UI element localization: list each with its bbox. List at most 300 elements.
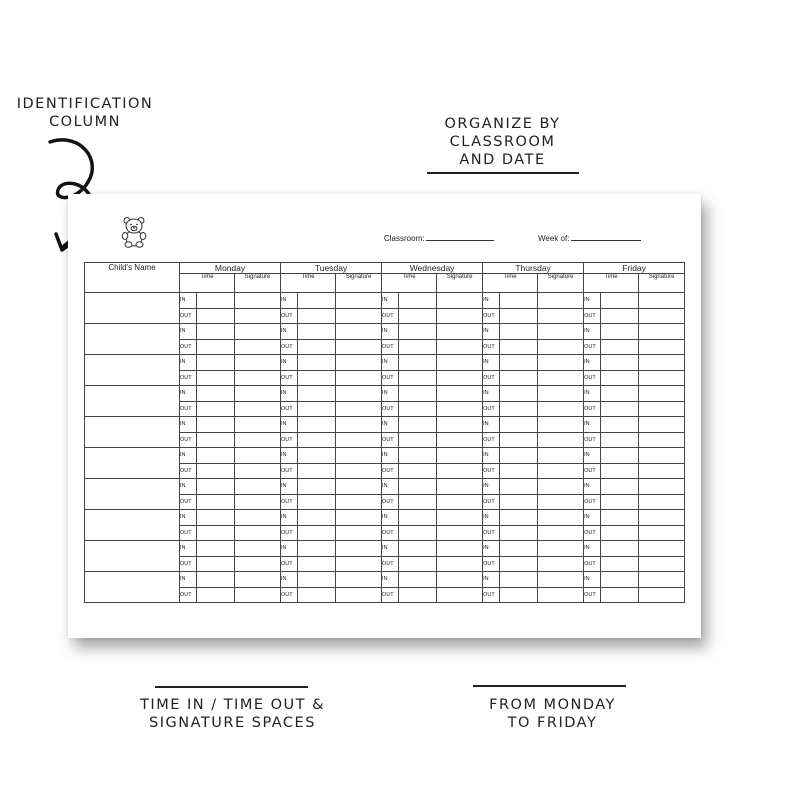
- out-label: OUT: [584, 463, 601, 479]
- child-name-cell[interactable]: [85, 448, 180, 479]
- callout-line: ORGANIZE BY: [444, 116, 561, 132]
- in-signature-cell[interactable]: [235, 355, 281, 371]
- in-signature-cell[interactable]: [437, 417, 483, 433]
- out-signature-cell[interactable]: [235, 432, 281, 448]
- out-label: OUT: [382, 308, 399, 324]
- in-time-cell[interactable]: [298, 479, 336, 495]
- in-time-cell[interactable]: [298, 417, 336, 433]
- out-time-cell[interactable]: [399, 587, 437, 603]
- out-signature-cell[interactable]: [639, 556, 685, 572]
- out-label: OUT: [584, 432, 601, 448]
- out-time-cell[interactable]: [601, 339, 639, 355]
- attendance-sheet: [68, 194, 701, 638]
- in-signature-cell[interactable]: [235, 386, 281, 402]
- in-signature-cell[interactable]: [639, 417, 685, 433]
- out-signature-cell[interactable]: [538, 432, 584, 448]
- out-time-cell[interactable]: [601, 556, 639, 572]
- out-time-cell[interactable]: [298, 463, 336, 479]
- out-signature-cell[interactable]: [235, 525, 281, 541]
- in-label: IN: [180, 448, 197, 464]
- out-time-cell[interactable]: [298, 339, 336, 355]
- out-time-cell[interactable]: [298, 370, 336, 386]
- out-label: OUT: [382, 370, 399, 386]
- out-signature-cell[interactable]: [639, 339, 685, 355]
- out-time-cell[interactable]: [399, 556, 437, 572]
- in-signature-cell[interactable]: [336, 572, 382, 588]
- out-signature-cell[interactable]: [235, 494, 281, 510]
- out-time-cell[interactable]: [601, 308, 639, 324]
- in-signature-cell[interactable]: [336, 293, 382, 309]
- out-time-cell[interactable]: [197, 556, 235, 572]
- in-signature-cell[interactable]: [538, 510, 584, 526]
- in-label: IN: [180, 293, 197, 309]
- in-signature-cell[interactable]: [437, 324, 483, 340]
- in-signature-cell[interactable]: [235, 324, 281, 340]
- in-time-cell[interactable]: [298, 572, 336, 588]
- in-signature-cell[interactable]: [639, 324, 685, 340]
- day-header-friday: Friday: [584, 263, 685, 274]
- in-signature-cell[interactable]: [437, 479, 483, 495]
- out-signature-cell[interactable]: [437, 463, 483, 479]
- out-signature-cell[interactable]: [639, 401, 685, 417]
- in-signature-cell[interactable]: [538, 479, 584, 495]
- out-label: OUT: [483, 432, 500, 448]
- in-label: IN: [180, 572, 197, 588]
- signature-header: Signature: [336, 274, 382, 293]
- in-time-cell[interactable]: [197, 417, 235, 433]
- out-label: OUT: [281, 370, 298, 386]
- in-label: IN: [382, 324, 399, 340]
- in-signature-cell[interactable]: [336, 448, 382, 464]
- in-time-cell[interactable]: [197, 293, 235, 309]
- out-time-cell[interactable]: [399, 401, 437, 417]
- out-time-cell[interactable]: [197, 463, 235, 479]
- child-name-cell[interactable]: [85, 510, 180, 541]
- out-signature-cell[interactable]: [336, 370, 382, 386]
- in-label: IN: [483, 417, 500, 433]
- out-label: OUT: [281, 432, 298, 448]
- callout-line: SIGNATURE SPACES: [149, 715, 316, 731]
- in-signature-cell[interactable]: [639, 355, 685, 371]
- in-signature-cell[interactable]: [639, 572, 685, 588]
- in-signature-cell[interactable]: [639, 510, 685, 526]
- child-name-cell[interactable]: [85, 572, 180, 603]
- in-signature-cell[interactable]: [639, 386, 685, 402]
- in-time-cell[interactable]: [500, 479, 538, 495]
- time-signature-callout: [120, 696, 345, 732]
- out-time-cell[interactable]: [601, 494, 639, 510]
- in-time-cell[interactable]: [601, 386, 639, 402]
- week-of-field[interactable]: [538, 232, 641, 243]
- out-signature-cell[interactable]: [437, 308, 483, 324]
- out-time-cell[interactable]: [298, 494, 336, 510]
- in-signature-cell[interactable]: [538, 417, 584, 433]
- in-time-cell[interactable]: [399, 541, 437, 557]
- out-signature-cell[interactable]: [235, 370, 281, 386]
- day-header-row: [85, 263, 685, 274]
- in-time-cell[interactable]: [298, 541, 336, 557]
- classroom-label: Classroom:: [384, 234, 425, 243]
- in-time-cell[interactable]: [197, 510, 235, 526]
- in-signature-cell[interactable]: [538, 293, 584, 309]
- in-signature-cell[interactable]: [235, 417, 281, 433]
- in-time-cell[interactable]: [399, 386, 437, 402]
- out-signature-cell[interactable]: [538, 556, 584, 572]
- out-time-cell[interactable]: [399, 432, 437, 448]
- in-label: IN: [281, 479, 298, 495]
- out-signature-cell[interactable]: [639, 308, 685, 324]
- out-label: OUT: [483, 463, 500, 479]
- in-signature-cell[interactable]: [538, 386, 584, 402]
- out-signature-cell[interactable]: [437, 432, 483, 448]
- day-header-tuesday: Tuesday: [281, 263, 382, 274]
- out-time-cell[interactable]: [197, 587, 235, 603]
- in-signature-cell[interactable]: [336, 386, 382, 402]
- in-time-cell[interactable]: [399, 324, 437, 340]
- time-header: Time: [281, 274, 336, 293]
- in-time-cell[interactable]: [197, 541, 235, 557]
- in-time-cell[interactable]: [197, 479, 235, 495]
- out-label: OUT: [584, 339, 601, 355]
- callout-line: FROM MONDAY: [489, 697, 616, 713]
- in-label: IN: [382, 572, 399, 588]
- in-label: IN: [281, 541, 298, 557]
- out-signature-cell[interactable]: [336, 339, 382, 355]
- identification-column-callout: [10, 95, 160, 131]
- in-label: IN: [180, 510, 197, 526]
- table-row: [85, 355, 685, 371]
- out-label: OUT: [382, 401, 399, 417]
- classroom-field[interactable]: [384, 232, 494, 243]
- out-signature-cell[interactable]: [437, 556, 483, 572]
- out-time-cell[interactable]: [298, 432, 336, 448]
- out-label: OUT: [382, 432, 399, 448]
- out-signature-cell[interactable]: [437, 370, 483, 386]
- out-time-cell[interactable]: [197, 525, 235, 541]
- in-time-cell[interactable]: [601, 417, 639, 433]
- out-label: OUT: [382, 525, 399, 541]
- out-time-cell[interactable]: [298, 587, 336, 603]
- out-signature-cell[interactable]: [639, 463, 685, 479]
- in-signature-cell[interactable]: [235, 448, 281, 464]
- in-time-cell[interactable]: [399, 572, 437, 588]
- out-label: OUT: [281, 339, 298, 355]
- out-label: OUT: [584, 401, 601, 417]
- in-signature-cell[interactable]: [538, 355, 584, 371]
- in-signature-cell[interactable]: [437, 572, 483, 588]
- in-time-cell[interactable]: [500, 541, 538, 557]
- out-signature-cell[interactable]: [538, 401, 584, 417]
- in-label: IN: [281, 355, 298, 371]
- out-label: OUT: [180, 556, 197, 572]
- table-row: [85, 386, 685, 402]
- in-signature-cell[interactable]: [639, 293, 685, 309]
- out-label: OUT: [180, 494, 197, 510]
- callout-line: AND DATE: [459, 152, 546, 168]
- out-signature-cell[interactable]: [235, 463, 281, 479]
- out-time-cell[interactable]: [298, 525, 336, 541]
- in-signature-cell[interactable]: [336, 479, 382, 495]
- out-time-cell[interactable]: [197, 432, 235, 448]
- in-signature-cell[interactable]: [437, 448, 483, 464]
- out-time-cell[interactable]: [601, 432, 639, 448]
- in-time-cell[interactable]: [298, 355, 336, 371]
- out-signature-cell[interactable]: [639, 370, 685, 386]
- out-time-cell[interactable]: [500, 463, 538, 479]
- out-signature-cell[interactable]: [639, 587, 685, 603]
- table-row: [85, 448, 685, 464]
- out-signature-cell[interactable]: [235, 401, 281, 417]
- in-time-cell[interactable]: [298, 293, 336, 309]
- in-label: IN: [584, 324, 601, 340]
- in-time-cell[interactable]: [399, 479, 437, 495]
- out-signature-cell[interactable]: [336, 525, 382, 541]
- out-signature-cell[interactable]: [538, 525, 584, 541]
- in-time-cell[interactable]: [601, 479, 639, 495]
- out-signature-cell[interactable]: [538, 308, 584, 324]
- out-time-cell[interactable]: [197, 370, 235, 386]
- in-signature-cell[interactable]: [639, 448, 685, 464]
- in-time-cell[interactable]: [500, 293, 538, 309]
- out-time-cell[interactable]: [197, 494, 235, 510]
- in-time-cell[interactable]: [197, 572, 235, 588]
- out-signature-cell[interactable]: [538, 587, 584, 603]
- child-name-cell[interactable]: [85, 324, 180, 355]
- out-time-cell[interactable]: [601, 587, 639, 603]
- out-time-cell[interactable]: [399, 339, 437, 355]
- out-time-cell[interactable]: [500, 401, 538, 417]
- out-signature-cell[interactable]: [336, 556, 382, 572]
- in-label: IN: [180, 479, 197, 495]
- in-signature-cell[interactable]: [538, 324, 584, 340]
- out-signature-cell[interactable]: [235, 587, 281, 603]
- out-signature-cell[interactable]: [437, 494, 483, 510]
- out-signature-cell[interactable]: [538, 370, 584, 386]
- out-time-cell[interactable]: [298, 556, 336, 572]
- in-signature-cell[interactable]: [336, 417, 382, 433]
- in-signature-cell[interactable]: [336, 541, 382, 557]
- in-signature-cell[interactable]: [538, 448, 584, 464]
- week-callout: [460, 696, 645, 732]
- out-signature-cell[interactable]: [437, 339, 483, 355]
- out-time-cell[interactable]: [601, 525, 639, 541]
- out-label: OUT: [584, 494, 601, 510]
- out-signature-cell[interactable]: [336, 494, 382, 510]
- out-time-cell[interactable]: [197, 401, 235, 417]
- in-signature-cell[interactable]: [437, 355, 483, 371]
- out-signature-cell[interactable]: [336, 463, 382, 479]
- out-label: OUT: [281, 308, 298, 324]
- in-label: IN: [382, 479, 399, 495]
- in-label: IN: [483, 293, 500, 309]
- organize-callout: [420, 115, 585, 169]
- out-signature-cell[interactable]: [336, 432, 382, 448]
- in-signature-cell[interactable]: [235, 572, 281, 588]
- out-time-cell[interactable]: [500, 370, 538, 386]
- in-time-cell[interactable]: [500, 417, 538, 433]
- in-label: IN: [382, 541, 399, 557]
- in-signature-cell[interactable]: [437, 293, 483, 309]
- in-label: IN: [382, 510, 399, 526]
- out-signature-cell[interactable]: [437, 401, 483, 417]
- childs-name-header: Child's Name: [85, 263, 180, 293]
- in-signature-cell[interactable]: [538, 541, 584, 557]
- out-signature-cell[interactable]: [437, 525, 483, 541]
- in-time-cell[interactable]: [399, 355, 437, 371]
- in-time-cell[interactable]: [500, 572, 538, 588]
- in-time-cell[interactable]: [399, 293, 437, 309]
- time-signature-overline: [155, 686, 308, 688]
- out-signature-cell[interactable]: [336, 401, 382, 417]
- out-signature-cell[interactable]: [538, 494, 584, 510]
- in-time-cell[interactable]: [298, 386, 336, 402]
- out-time-cell[interactable]: [399, 494, 437, 510]
- in-time-cell[interactable]: [197, 448, 235, 464]
- in-time-cell[interactable]: [500, 355, 538, 371]
- in-label: IN: [382, 448, 399, 464]
- signature-header: Signature: [437, 274, 483, 293]
- in-signature-cell[interactable]: [437, 541, 483, 557]
- out-signature-cell[interactable]: [336, 308, 382, 324]
- child-name-cell[interactable]: [85, 541, 180, 572]
- out-time-cell[interactable]: [500, 494, 538, 510]
- in-label: IN: [483, 510, 500, 526]
- out-time-cell[interactable]: [197, 339, 235, 355]
- out-label: OUT: [180, 308, 197, 324]
- in-time-cell[interactable]: [601, 324, 639, 340]
- in-label: IN: [483, 386, 500, 402]
- child-name-cell[interactable]: [85, 417, 180, 448]
- in-time-cell[interactable]: [601, 293, 639, 309]
- in-signature-cell[interactable]: [235, 293, 281, 309]
- in-time-cell[interactable]: [298, 510, 336, 526]
- in-label: IN: [584, 479, 601, 495]
- in-time-cell[interactable]: [601, 572, 639, 588]
- out-signature-cell[interactable]: [639, 494, 685, 510]
- out-signature-cell[interactable]: [538, 463, 584, 479]
- out-label: OUT: [180, 587, 197, 603]
- table-row: [85, 479, 685, 495]
- in-label: IN: [180, 541, 197, 557]
- in-signature-cell[interactable]: [235, 510, 281, 526]
- out-time-cell[interactable]: [601, 401, 639, 417]
- out-time-cell[interactable]: [500, 587, 538, 603]
- in-signature-cell[interactable]: [639, 541, 685, 557]
- out-label: OUT: [281, 494, 298, 510]
- in-time-cell[interactable]: [298, 448, 336, 464]
- week-of-blank[interactable]: [571, 232, 641, 241]
- in-time-cell[interactable]: [601, 541, 639, 557]
- in-time-cell[interactable]: [197, 355, 235, 371]
- child-name-cell[interactable]: [85, 293, 180, 324]
- in-time-cell[interactable]: [500, 448, 538, 464]
- in-label: IN: [584, 572, 601, 588]
- out-label: OUT: [584, 370, 601, 386]
- attendance-table: [84, 262, 685, 603]
- in-time-cell[interactable]: [298, 324, 336, 340]
- out-label: OUT: [180, 432, 197, 448]
- out-time-cell[interactable]: [500, 308, 538, 324]
- in-time-cell[interactable]: [399, 417, 437, 433]
- day-header-monday: Monday: [180, 263, 281, 274]
- in-label: IN: [281, 386, 298, 402]
- out-signature-cell[interactable]: [235, 308, 281, 324]
- out-time-cell[interactable]: [197, 308, 235, 324]
- in-signature-cell[interactable]: [639, 479, 685, 495]
- callout-line: CLASSROOM: [449, 134, 556, 150]
- out-signature-cell[interactable]: [336, 587, 382, 603]
- in-label: IN: [281, 448, 298, 464]
- out-signature-cell[interactable]: [538, 339, 584, 355]
- in-time-cell[interactable]: [500, 324, 538, 340]
- out-time-cell[interactable]: [500, 525, 538, 541]
- in-signature-cell[interactable]: [336, 324, 382, 340]
- child-name-cell[interactable]: [85, 479, 180, 510]
- signature-header: Signature: [235, 274, 281, 293]
- child-name-cell[interactable]: [85, 386, 180, 417]
- in-signature-cell[interactable]: [336, 355, 382, 371]
- in-label: IN: [180, 417, 197, 433]
- out-label: OUT: [483, 401, 500, 417]
- out-time-cell[interactable]: [298, 401, 336, 417]
- in-signature-cell[interactable]: [235, 541, 281, 557]
- in-time-cell[interactable]: [399, 448, 437, 464]
- in-signature-cell[interactable]: [235, 479, 281, 495]
- in-time-cell[interactable]: [500, 386, 538, 402]
- in-label: IN: [281, 510, 298, 526]
- out-signature-cell[interactable]: [437, 587, 483, 603]
- child-name-cell[interactable]: [85, 355, 180, 386]
- out-time-cell[interactable]: [399, 308, 437, 324]
- in-signature-cell[interactable]: [538, 572, 584, 588]
- callout-line: TO FRIDAY: [507, 715, 598, 731]
- out-time-cell[interactable]: [601, 370, 639, 386]
- out-time-cell[interactable]: [601, 463, 639, 479]
- callout-line: TIME IN / TIME OUT &: [140, 697, 325, 713]
- out-time-cell[interactable]: [500, 556, 538, 572]
- out-signature-cell[interactable]: [639, 432, 685, 448]
- out-time-cell[interactable]: [500, 339, 538, 355]
- out-label: OUT: [483, 525, 500, 541]
- out-time-cell[interactable]: [399, 525, 437, 541]
- out-signature-cell[interactable]: [639, 525, 685, 541]
- in-time-cell[interactable]: [399, 510, 437, 526]
- in-time-cell[interactable]: [601, 510, 639, 526]
- out-signature-cell[interactable]: [235, 556, 281, 572]
- in-time-cell[interactable]: [601, 448, 639, 464]
- out-time-cell[interactable]: [399, 463, 437, 479]
- out-label: OUT: [483, 370, 500, 386]
- in-time-cell[interactable]: [197, 324, 235, 340]
- in-time-cell[interactable]: [601, 355, 639, 371]
- in-signature-cell[interactable]: [336, 510, 382, 526]
- in-label: IN: [584, 417, 601, 433]
- in-time-cell[interactable]: [500, 510, 538, 526]
- in-label: IN: [281, 324, 298, 340]
- in-signature-cell[interactable]: [437, 510, 483, 526]
- in-label: IN: [180, 386, 197, 402]
- classroom-blank[interactable]: [426, 232, 494, 241]
- out-time-cell[interactable]: [298, 308, 336, 324]
- out-label: OUT: [281, 463, 298, 479]
- out-signature-cell[interactable]: [235, 339, 281, 355]
- in-time-cell[interactable]: [197, 386, 235, 402]
- out-time-cell[interactable]: [500, 432, 538, 448]
- in-signature-cell[interactable]: [437, 386, 483, 402]
- out-label: OUT: [584, 587, 601, 603]
- out-time-cell[interactable]: [399, 370, 437, 386]
- in-label: IN: [584, 510, 601, 526]
